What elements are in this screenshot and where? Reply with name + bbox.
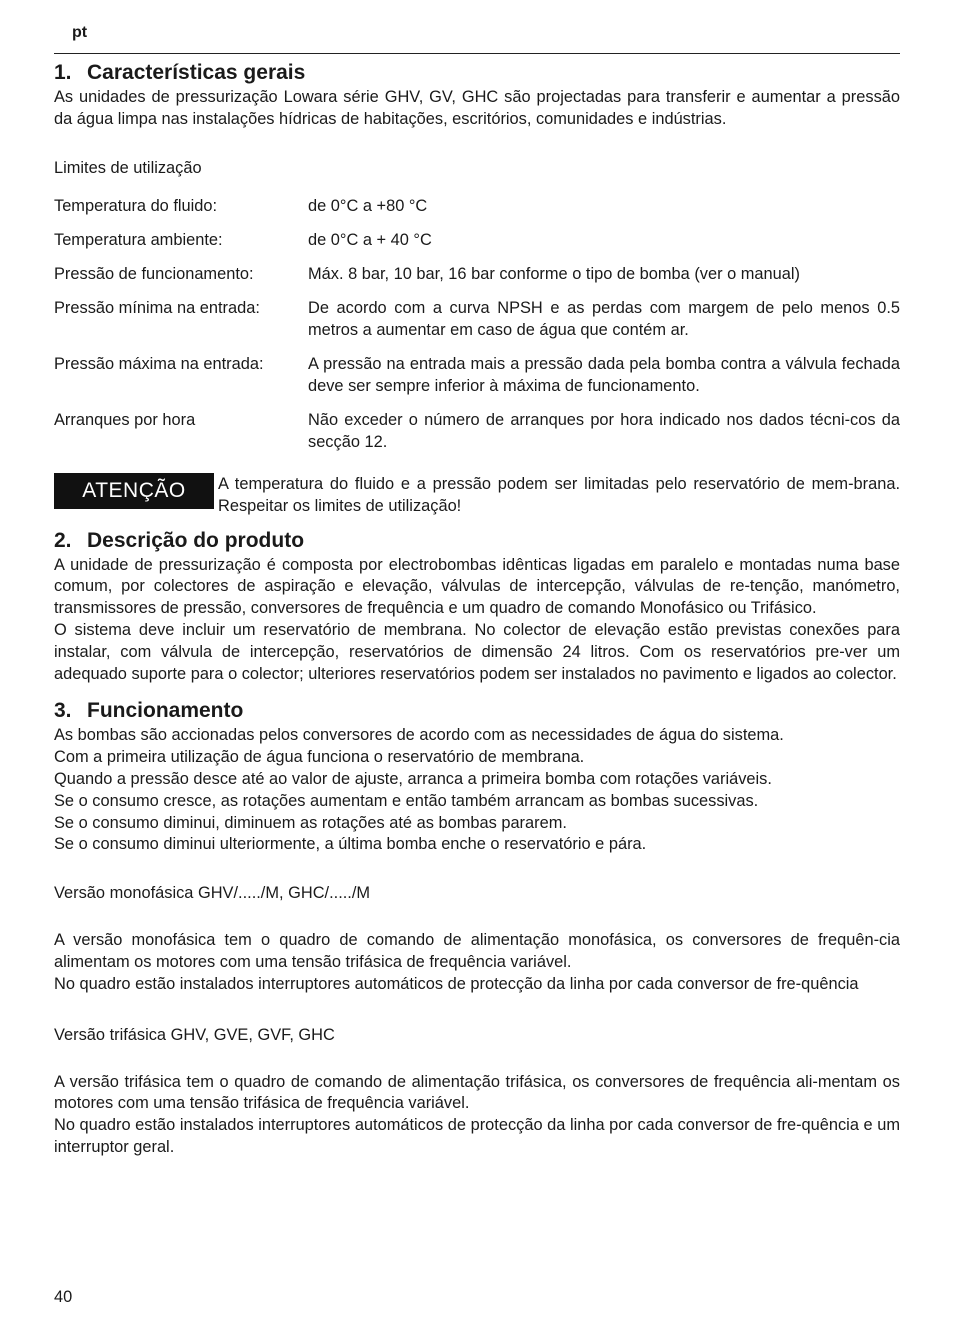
limits-table (54, 195, 900, 465)
section-3-lines (54, 725, 900, 856)
warning-text: A temperatura do fluido e a pressão podem ser limitadas pelo reservatório de mem-brana. Respeitar os limites de utilização! (218, 474, 900, 515)
section-3-line: Se o consumo diminui ulteriormente, a última bomba enche o reservatório e pára. (54, 835, 647, 854)
section-3-line: As bombas são accionadas pelos conversores de acordo com as necessidades de água do sistema. (54, 726, 784, 745)
limit-key: Pressão máxima na entrada: (54, 354, 264, 373)
limit-value: A pressão na entrada mais a pressão dada pela bomba contra a válvula fechada deve ser sempre inferior à máxima de funcionamento. (308, 354, 900, 395)
limit-value: de 0°C a +80 °C (308, 196, 428, 215)
section-3-heading (54, 697, 900, 725)
warning-badge: ATENÇÃO (54, 473, 214, 509)
section-2-paragraph-1: A unidade de pressurização é composta por electrobombas idênticas ligadas em paralelo e montadas numa base comum, por colectores de aspiração e elevação, válvulas de intercepção, válvulas de re-tenção, manómetro, transmissores de pressão, conversores de frequência e um quadro de comando Monofásico ou Trifásico. (54, 555, 900, 618)
section-2-number: 2. (54, 528, 72, 552)
warning-block (54, 473, 900, 517)
limits-row (54, 409, 900, 465)
section-2-heading (54, 527, 900, 555)
section-3-line: Se o consumo diminui, diminuem as rotações até as bombas pararem. (54, 813, 567, 832)
tri-paragraph-1: A versão trifásica tem o quadro de comando de alimentação trifásica, os conversores de frequência ali-mentam os motores com uma tensão trifásica de frequência variável. (54, 1072, 900, 1113)
section-3-number: 3. (54, 699, 72, 723)
page-number: 40 (54, 1288, 73, 1306)
limit-value: De acordo com a curva NPSH e as perdas com margem de pelo menos 0.5 metros a aumentar em caso de água que contém ar. (308, 298, 900, 339)
section-3-line: Quando a pressão desce até ao valor de ajuste, arranca a primeira bomba com rotações variáveis. (54, 769, 772, 788)
page-content (54, 58, 900, 1159)
mono-paragraph-1: A versão monofásica tem o quadro de comando de alimentação monofásica, os conversores de frequên-cia alimentam os motores com uma tensão trifásica de frequência variável. (54, 931, 900, 971)
mono-paragraph-2: No quadro estão instalados interruptores automáticos de protecção da linha por cada conversor de fre-quência (54, 974, 859, 993)
limit-key: Pressão de funcionamento: (54, 264, 254, 283)
limits-row (54, 297, 900, 353)
language-code: pt (72, 24, 88, 41)
section-2-paragraph-2: O sistema deve incluir um reservatório de membrana. No colector de elevação estão previstas conexões para instalar, com válvula de intercepção, reservatórios de dimensão 24 litros. Com os reservatórios pre-ver um adequado suporte para o colector; ulteriores reservatórios podem ser instalados no pavimento e ligados ao colector. (54, 620, 900, 683)
limits-row (54, 229, 900, 263)
section-3-line: Com a primeira utilização de água funciona o reservatório de membrana. (54, 748, 585, 767)
section-1-number: 1. (54, 61, 72, 84)
limits-row (54, 353, 900, 409)
limit-key: Arranques por hora (54, 410, 196, 429)
tri-version-title: Versão trifásica GHV, GVE, GVF, GHC (54, 1025, 335, 1044)
section-3-line: Se o consumo cresce, as rotações aumentam e então também arrancam as bombas sucessivas. (54, 791, 759, 810)
limits-title: Limites de utilização (54, 158, 202, 177)
limit-key: Temperatura do fluido: (54, 196, 218, 215)
tri-paragraph-2: No quadro estão instalados interruptores automáticos de protecção da linha por cada conversor de fre-quência e um interruptor geral. (54, 1116, 900, 1156)
mono-version-title: Versão monofásica GHV/...../M, GHC/...../M (54, 884, 371, 903)
section-2-title: Descrição do produto (87, 528, 305, 552)
section-1-heading (54, 59, 900, 87)
limits-row (54, 195, 900, 229)
section-1-title: Características gerais (87, 61, 306, 84)
header-divider (54, 53, 900, 54)
limit-value: Não exceder o número de arranques por hora indicado nos dados técni-cos da secção 12. (308, 410, 900, 451)
limits-row (54, 263, 900, 297)
section-3-title: Funcionamento (87, 699, 244, 723)
limit-key: Pressão mínima na entrada: (54, 298, 260, 317)
limit-key: Temperatura ambiente: (54, 230, 223, 249)
section-1-intro: As unidades de pressurização Lowara série GHV, GV, GHC são projectadas para transferir e aumentar a pressão da água limpa nas instalações hídricas de habitações, escritórios, comunidades e indústrias. (54, 88, 900, 128)
limit-value: Máx. 8 bar, 10 bar, 16 bar conforme o tipo de bomba (ver o manual) (308, 264, 800, 283)
limit-value: de 0°C a + 40 °C (308, 230, 432, 249)
